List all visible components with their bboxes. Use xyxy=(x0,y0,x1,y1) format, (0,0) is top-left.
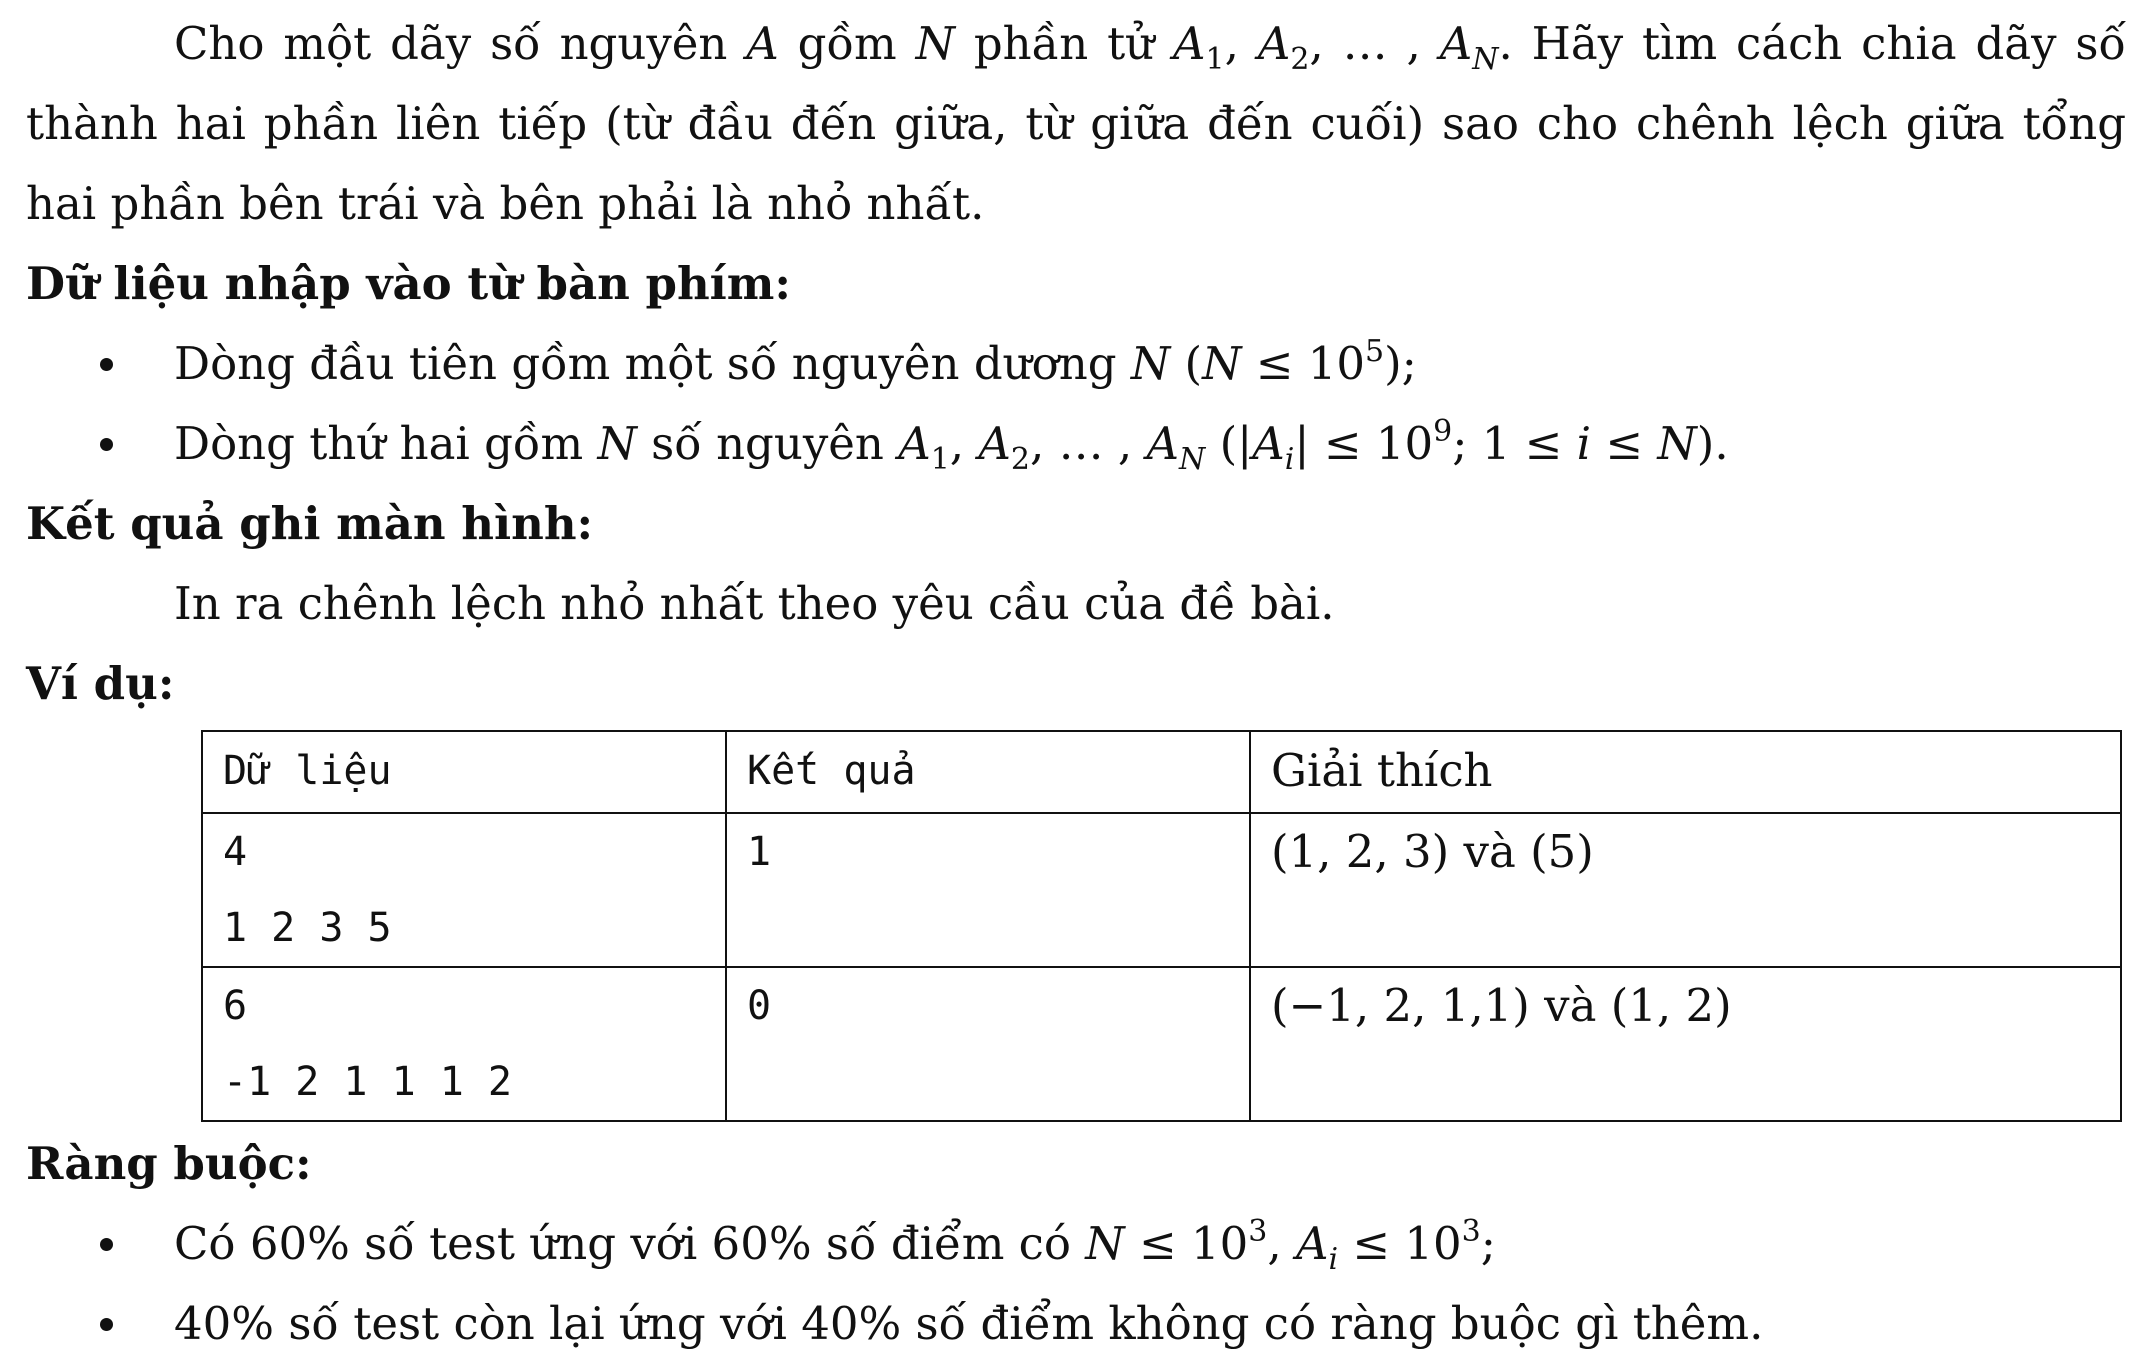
constraint-bullet-2 xyxy=(26,1284,2126,1364)
cond-c: ; 1 ≤ xyxy=(1452,417,1563,470)
output-text: In ra chênh lệch nhỏ nhất theo yêu cầu của đề bài. xyxy=(174,577,1335,630)
input-bullet-1 xyxy=(26,324,2126,404)
input-cell xyxy=(202,813,726,967)
end: ; xyxy=(1480,1217,1496,1270)
constraints-heading: Ràng buộc: xyxy=(26,1137,312,1190)
cond-open: ( xyxy=(1184,337,1203,390)
table-header-row xyxy=(202,731,2121,813)
examples-table xyxy=(201,730,2122,1122)
constraints-list xyxy=(26,1204,2126,1364)
intro-text-2: gồm xyxy=(797,17,897,70)
seq-sub-N: N xyxy=(1472,42,1499,77)
rel: ≤ 10 xyxy=(1338,1217,1462,1270)
table-row xyxy=(202,813,2121,967)
seq-AN: A xyxy=(1146,417,1180,470)
exp: 3 xyxy=(1461,1214,1481,1249)
bullet-dot xyxy=(100,1318,113,1331)
cond-close: ); xyxy=(1384,337,1417,390)
column-header-output: Kết quả xyxy=(726,731,1250,813)
example-heading: Ví dụ: xyxy=(26,657,175,710)
seq-A1: A xyxy=(898,417,931,470)
explanation-line: (1, 2, 3) và (5) xyxy=(1271,825,1594,878)
table-row xyxy=(202,967,2121,1121)
var-N: N xyxy=(1085,1217,1125,1270)
bullet-text: số nguyên xyxy=(651,417,884,470)
exp: 3 xyxy=(1248,1214,1268,1249)
input-cell xyxy=(202,967,726,1121)
intro-text-3: phần tử xyxy=(973,17,1155,70)
seq-sub-2: 2 xyxy=(1010,442,1030,477)
intro-text-4: . Hãy tìm cách chia dãy số thành hai phần liên tiếp (từ đầu đến giữa, từ giữa đến cuối) sao cho chênh lệch giữa tổng hai phần bên trái và bên phải là nhỏ nhất. xyxy=(26,17,2127,230)
cond-e: ). xyxy=(1696,417,1729,470)
output-heading: Kết quả ghi màn hình: xyxy=(26,497,594,550)
cond-var: N xyxy=(1202,337,1242,390)
output-cell xyxy=(726,967,1250,1121)
bullet-dot xyxy=(100,358,113,371)
bullet-text: 40% số test còn lại ứng với 40% số điểm không có ràng buộc gì thêm. xyxy=(174,1297,1764,1350)
input-line: -1 2 1 1 1 2 xyxy=(223,1059,512,1105)
intro-text-1: Cho một dãy số nguyên xyxy=(174,17,728,70)
output-cell xyxy=(726,813,1250,967)
sub-i: i xyxy=(1328,1242,1339,1277)
var-A: A xyxy=(1295,1217,1329,1270)
var-A: A xyxy=(746,17,779,70)
comma: , xyxy=(1267,1217,1282,1270)
input-line: 1 2 3 5 xyxy=(223,905,392,951)
input-heading: Dữ liệu nhập vào từ bàn phím: xyxy=(26,257,791,310)
bullet-dot xyxy=(100,438,113,451)
seq-A1: A xyxy=(1173,17,1206,70)
cond-i: i xyxy=(1576,417,1592,470)
output-line: 1 xyxy=(747,829,772,875)
seq-A2: A xyxy=(1257,17,1291,70)
seq-sub-1: 1 xyxy=(1205,42,1225,77)
input-line: 4 xyxy=(223,829,248,875)
seq-sub-1: 1 xyxy=(930,442,950,477)
explanation-cell xyxy=(1250,967,2121,1121)
cond-A: A xyxy=(1252,417,1285,470)
seq-sub-N: N xyxy=(1179,442,1206,477)
explanation-cell xyxy=(1250,813,2121,967)
explanation-line: (−1, 2, 1,1) và (1, 2) xyxy=(1271,979,1732,1032)
bullet-text: Dòng đầu tiên gồm một số nguyên dương xyxy=(174,337,1117,390)
cond-exp: 5 xyxy=(1365,334,1385,369)
var-N: N xyxy=(1130,337,1171,390)
seq-ellipsis: , … , xyxy=(1309,17,1421,70)
cond-exp: 9 xyxy=(1433,414,1453,449)
bullet-text: Dòng thứ hai gồm xyxy=(174,417,584,470)
cond-a: (| xyxy=(1219,417,1253,470)
input-line: 6 xyxy=(223,983,248,1029)
column-header-explanation: Giải thích xyxy=(1250,731,2121,813)
var-N: N xyxy=(915,17,955,70)
rel: ≤ 10 xyxy=(1124,1217,1249,1270)
problem-statement xyxy=(26,4,2126,1364)
var-N: N xyxy=(597,417,637,470)
output-line: 0 xyxy=(747,983,772,1029)
seq-sub-2: 2 xyxy=(1290,42,1310,77)
cond-sub-i: i xyxy=(1284,442,1295,477)
bullet-text: Có 60% số test ứng với 60% số điểm có xyxy=(174,1217,1071,1270)
cond-b: | ≤ 10 xyxy=(1294,417,1434,470)
input-bullet-2: Dòng thứ hai gồm N số nguyên $A_1$, $A_2$, … , $A_N$ ($|A_i| \le 10^9$; 1 ≤ i ≤ N). xyxy=(26,404,2126,484)
intro-paragraph: Cho một dãy số nguyên A gồm N phần tử $A_1$, $A_2$, … , $A_N$. Hãy tìm cách chia dãy số thành hai phần liên tiếp (từ đầu đến giữa, từ giữa đến cuối) sao cho chênh lệch giữa tổng hai phần bên trái và bên phải là nhỏ nhất. xyxy=(26,17,2127,230)
column-header-input: Dữ liệu xyxy=(202,731,726,813)
seq-ellipsis: , … , xyxy=(1029,417,1133,470)
bullet-dot xyxy=(100,1238,113,1251)
seq-AN: A xyxy=(1439,17,1473,70)
input-list xyxy=(26,324,2126,484)
cond-d: ≤ xyxy=(1605,417,1644,470)
seq-A2: A xyxy=(978,417,1011,470)
cond-rel: ≤ 10 xyxy=(1241,337,1366,390)
cond-N: N xyxy=(1657,417,1697,470)
constraint-bullet-1 xyxy=(26,1204,2126,1284)
